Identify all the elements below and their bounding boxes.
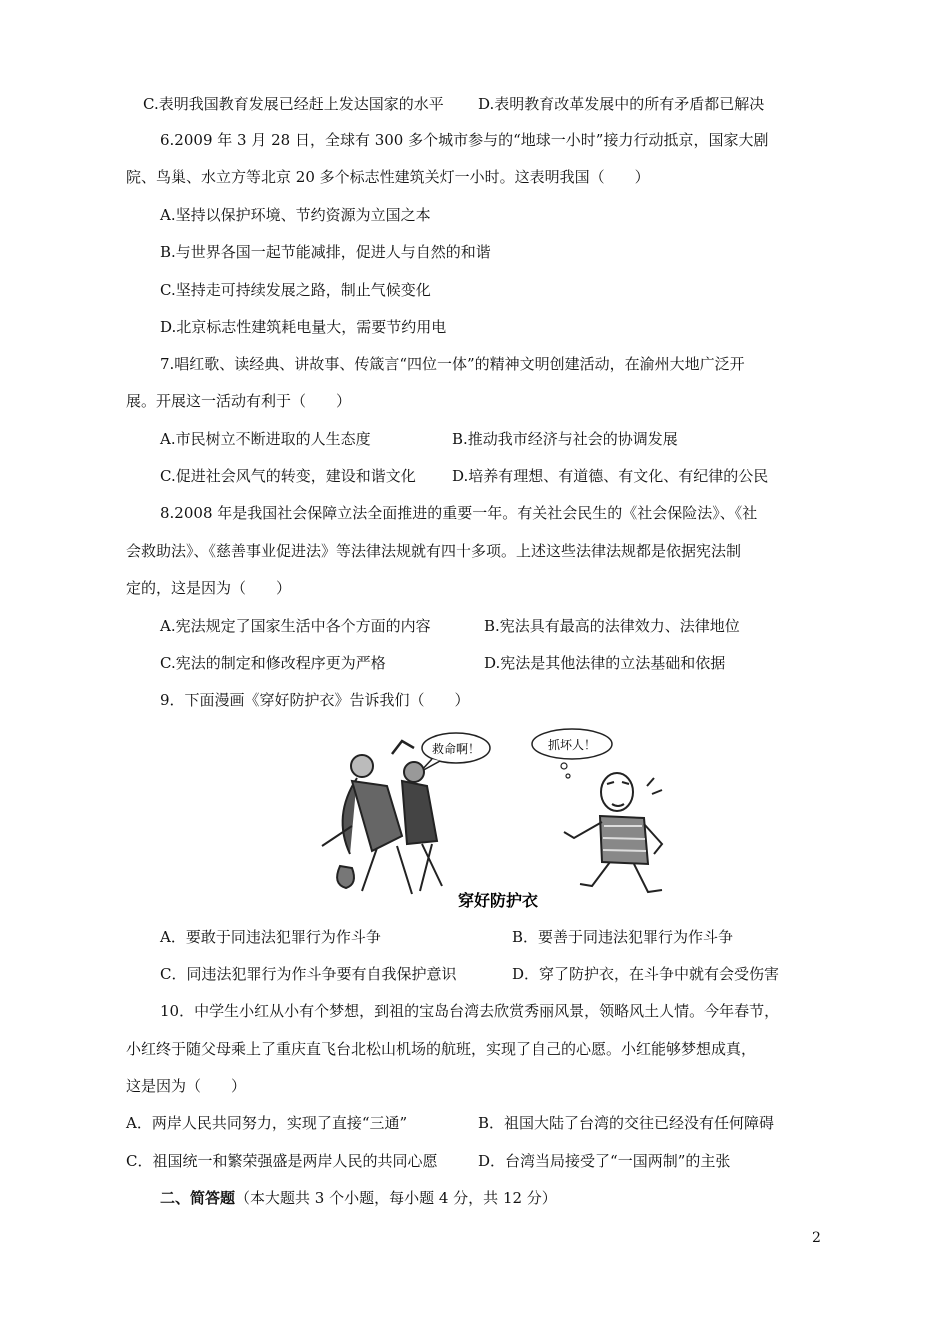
- q8-stem-line3: 定的，这是因为（ ）: [126, 579, 292, 597]
- running-man: [564, 773, 662, 892]
- q7-option-c: C.促进社会风气的转变，建设和谐文化: [160, 467, 416, 485]
- q10-option-d: D．台湾当局接受了“一国两制”的主张: [478, 1152, 731, 1170]
- section2-note: （本大题共 3 个小题，每小题 4 分，共 12 分）: [235, 1189, 557, 1207]
- q6-stem-line2: 院、鸟巢、水立方等北京 20 多个标志性建筑关灯一小时。这表明我国（ ）: [126, 168, 650, 186]
- q7-stem-line2: 展。开展这一活动有利于（ ）: [126, 392, 352, 410]
- page-number: 2: [812, 1230, 821, 1246]
- q6-option-b: B.与世界各国一起节能减排，促进人与自然的和谐: [160, 243, 491, 261]
- struggling-figures: [322, 741, 442, 894]
- q7-option-d: D.培养有理想、有道德、有文化、有纪律的公民: [452, 467, 769, 485]
- q10-option-a: A．两岸人民共同努力，实现了直接“三通”: [126, 1114, 408, 1132]
- q10-stem-line1: 10．中学生小红从小有个梦想，到祖的宝岛台湾去欣赏秀丽风景，领略风土人情。今年春节，: [160, 1002, 780, 1020]
- q9-stem: 9．下面漫画《穿好防护衣》告诉我们（ ）: [160, 691, 470, 709]
- q5-option-c: C.表明我国教育发展已经赶上发达国家的水平: [143, 95, 444, 113]
- q8-stem-line2: 会救助法》、《慈善事业促进法》等法律法规就有四十多项。上述这些法律法规都是依据宪法制: [126, 542, 742, 560]
- q10-option-c: C．祖国统一和繁荣强盛是两岸人民的共同心愿: [126, 1152, 438, 1170]
- q6-option-d: D.北京标志性建筑耗电量大，需要节约用电: [160, 318, 447, 336]
- q6-stem-line1: 6.2009 年 3 月 28 日，全球有 300 多个城市参与的“地球一小时”接力行动抵京，国家大剧: [160, 131, 769, 149]
- q7-option-b: B.推动我市经济与社会的协调发展: [452, 430, 678, 448]
- q6-option-a: A.坚持以保护环境、节约资源为立国之本: [160, 206, 431, 224]
- q8-option-a: A.宪法规定了国家生活中各个方面的内容: [160, 617, 431, 635]
- section2-heading: [160, 1188, 557, 1208]
- q7-option-a: A.市民树立不断进取的人生态度: [160, 430, 371, 448]
- q9-option-a: A．要敢于同违法犯罪行为作斗争: [160, 928, 381, 946]
- section2-title: 二、简答题: [160, 1189, 236, 1207]
- q8-option-d: D.宪法是其他法律的立法基础和依据: [484, 654, 726, 672]
- q9-option-b: B．要善于同违法犯罪行为作斗争: [512, 928, 734, 946]
- cartoon-bubble-right: 抓坏人！: [547, 738, 597, 752]
- q8-stem-line1: 8.2008 年是我国社会保障立法全面推进的重要一年。有关社会民生的《社会保险法》、《社: [160, 504, 758, 522]
- cartoon-image: [302, 726, 694, 912]
- q8-option-c: C.宪法的制定和修改程序更为严格: [160, 654, 386, 672]
- q10-stem-line2: 小红终于随父母乘上了重庆直飞台北松山机场的航班，实现了自己的心愿。小红能够梦想成真，: [126, 1040, 757, 1058]
- q9-option-c: C．同违法犯罪行为作斗争要有自我保护意识: [160, 965, 457, 983]
- cartoon-bubble-left: 救命啊！: [431, 742, 481, 756]
- q9-option-d: D．穿了防护衣，在斗争中就有会受伤害: [512, 965, 780, 983]
- q10-stem-line3: 这是因为（ ）: [126, 1077, 247, 1095]
- cartoon-caption: 穿好防护衣: [457, 891, 539, 910]
- q6-option-c: C.坚持走可持续发展之路，制止气候变化: [160, 281, 431, 299]
- q8-option-b: B.宪法具有最高的法律效力、法律地位: [484, 617, 740, 635]
- q7-stem-line1: 7.唱红歌、读经典、讲故事、传箴言“四位一体”的精神文明创建活动，在渝州大地广泛开: [160, 355, 745, 373]
- q10-option-b: B．祖国大陆了台湾的交往已经没有任何障碍: [478, 1114, 775, 1132]
- q5-option-d: D.表明教育改革发展中的所有矛盾都已解决: [478, 95, 765, 113]
